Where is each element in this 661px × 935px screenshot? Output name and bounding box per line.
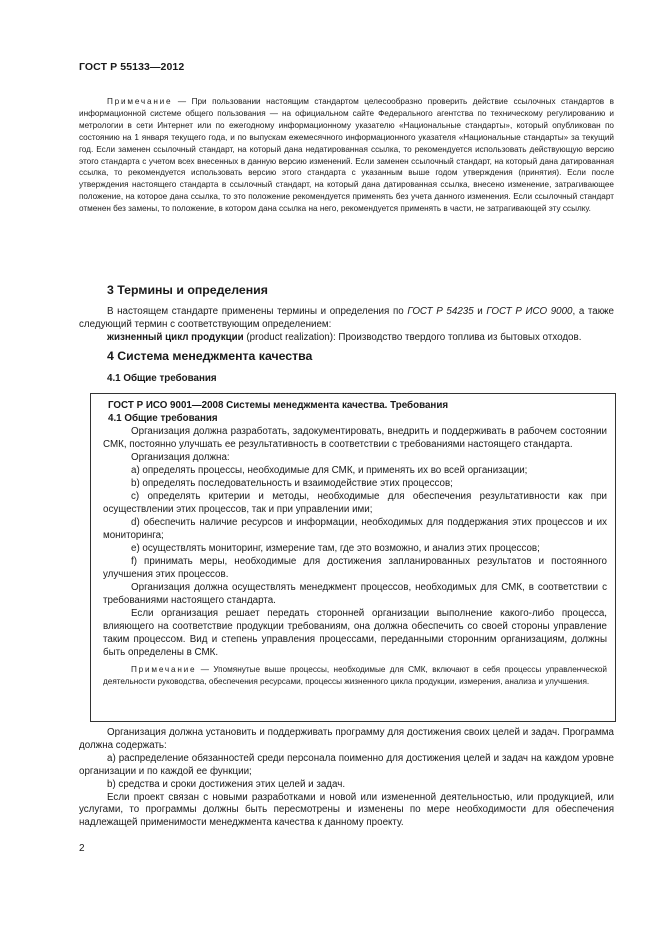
body-list-item: b) средства и сроки достижения этих целей и задач. — [107, 778, 346, 790]
ref-gost-54235: ГОСТ Р 54235 — [407, 306, 474, 317]
quote-paragraph: Организация должна: — [131, 452, 230, 463]
body-paragraph: Организация должна установить и поддерживать программу для достижения своих целей и задач. Программа должна содержать: — [79, 727, 614, 751]
quote-list-item: e) осуществлять мониторинг, измерение там, где это возможно, и анализ этих процессов; — [131, 543, 540, 554]
quote-note-text: — Упомянутые выше процессы, необходимые для СМК, включают в себя процессы управленческой деятельности руководства, обеспечения ресурсами, процессы жизненного цикла продукции, измерения, анализа и улучшения. — [103, 665, 607, 686]
quote-text — [103, 425, 607, 659]
term-name: жизненный цикл продукции — [107, 331, 244, 343]
document-header: ГОСТ Р 55133—2012 — [79, 61, 185, 73]
body-paragraph: Если проект связан с новыми разработками и новой или измененной деятельностью, или продукцией, или услугами, то программы должны быть пересмотрены и изменены по мере необходимости для обеспечения надлежащей применимости менеджмента качества к данному проекту. — [79, 791, 614, 829]
reference-note — [79, 96, 614, 215]
quote-list-item: а) определять процессы, необходимые для СМК, и применять их во всей организации; — [131, 465, 528, 476]
quote-paragraph: Если организация решает передать сторонней организации выполнение какого-либо процесса, влияющего на соответствие продукции требованиям, она должна обеспечить со своей стороны управление таким процессом. Вид и степень управления процессами, переданными сторонним организациям, должны быть определены в СМК. — [103, 608, 607, 658]
quote-paragraph: Организация должна разработать, задокументировать, внедрить и поддерживать в рабочем состоянии СМК, постоянно улучшать ее результативность в соответствии с требованиями настоящего стандарта. — [103, 426, 607, 450]
page-number: 2 — [79, 843, 85, 854]
section-3-body — [79, 306, 614, 345]
term-definition: жизненный цикл продукции (product realization): Производство твердого топлива из бытовых отходов. — [107, 331, 582, 343]
section-4-heading: 4 Система менеджмента качества — [107, 349, 313, 363]
section-3-heading: 3 Термины и определения — [107, 283, 268, 297]
section-4-1-heading: 4.1 Общие требования — [107, 373, 217, 384]
quote-list-item: d) обеспечить наличие ресурсов и информации, необходимых для поддержания этих процессов и их мониторинга; — [103, 517, 607, 541]
quote-list-item: b) определять последовательность и взаимодействие этих процессов; — [131, 478, 453, 489]
quote-paragraph: Организация должна осуществлять менеджмент процессов, необходимых для СМК, в соответствии с требованиями настоящего стандарта. — [103, 582, 607, 606]
quote-list-item: c) определять критерии и методы, необходимые для обеспечения результативности как при осуществлении этих процессов, так и при управлении ими; — [103, 491, 607, 515]
after-box-text — [79, 727, 614, 830]
body-list-item: а) распределение обязанностей среди персонала поименно для достижения целей и задач на каждом уровне организации и по каждой ее функции; — [79, 752, 614, 777]
ref-gost-iso-9000: ГОСТ Р ИСО 9000 — [486, 306, 573, 317]
note-text: — При пользовании настоящим стандартом целесообразно проверить действие ссылочных стандартов в информационной системе общего пользования — на официальном сайте Федерального агентства по техническому регулированию и метрологии в сети Интернет или по ежегодному информационному указателю «Национальные стандарты», который опубликован по состоянию на 1 января текущего года, и по выпускам ежемесячного информационного указателя «Национальные стандарты» за текущий год. Если заменен ссылочный стандарт, на который дана недатированная ссылка, то рекомендуется использовать действующую версию этого стандарта с учетом всех внесенных в данную версию изменений. Если заменен ссылочный стандарт, на который дана датированная ссылка, то рекомендуется использовать версию этого стандарта с указанным выше годом утверждения (принятия). Если после утверждения настоящего стандарта в ссылочный стандарт, на который дана датированная ссылка, внесено изменение, затрагивающее положение, на которое дана ссылка, то это положение рекомендуется применять без учета данного изменения. Если ссылочный стандарт отменен без замены, то положение, в котором дана ссылка на него, рекомендуется применять в части, не затрагивающей эту ссылку. — [79, 97, 614, 214]
quote-note-lead: Примечание — [131, 665, 197, 674]
quote-note — [103, 664, 607, 688]
quoted-standard-box — [90, 393, 616, 722]
terms-intro: В настоящем стандарте применены термины и определения по ГОСТ Р 54235 и ГОСТ Р ИСО 9000, а также следующий термин с соответствующим определением: — [79, 306, 614, 330]
quote-subtitle: 4.1 Общие требования — [108, 413, 218, 424]
note-lead: Примечание — [107, 97, 173, 106]
quote-title: ГОСТ Р ИСО 9001—2008 Системы менеджмента качества. Требования — [108, 400, 449, 411]
quote-list-item: f) принимать меры, необходимые для достижения запланированных результатов и постоянного улучшения этих процессов. — [103, 556, 607, 580]
